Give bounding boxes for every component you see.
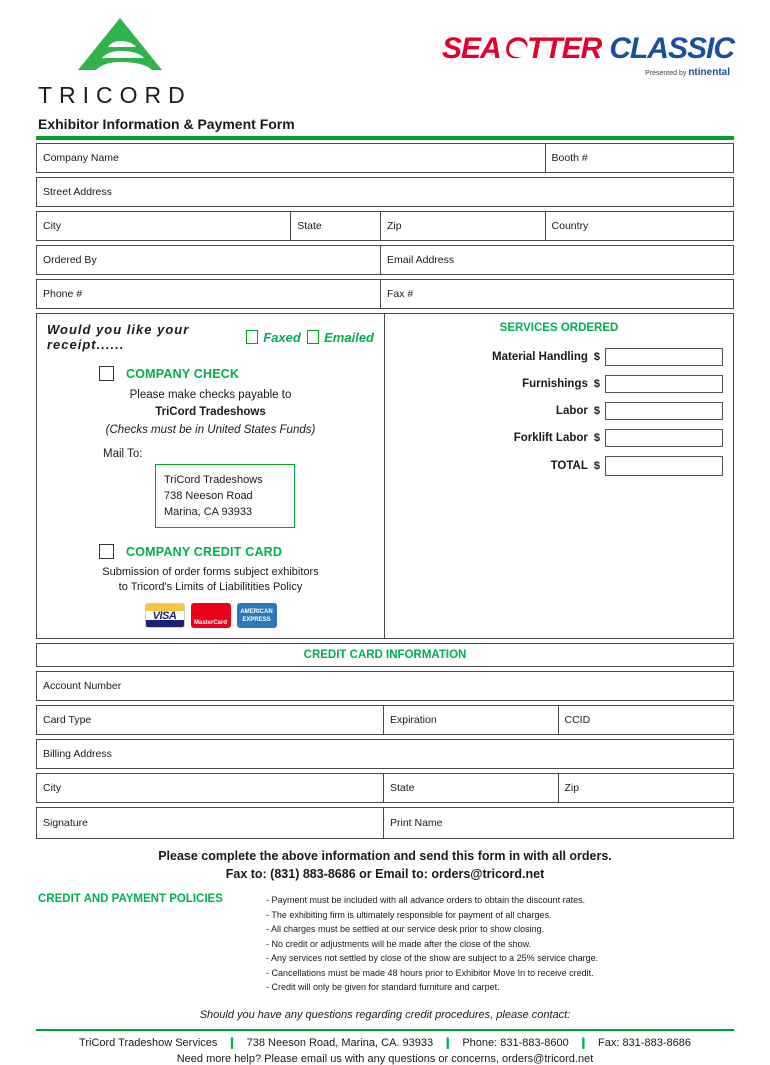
service-label-furnishings: Furnishings: [522, 378, 588, 390]
service-row-labor: [395, 402, 723, 420]
mail-to-address: [155, 464, 295, 528]
checkbox-faxed[interactable]: [246, 330, 258, 344]
sea-otter-classic-logo: [441, 32, 734, 78]
checkbox-company-credit-card[interactable]: [99, 544, 114, 559]
row-street: [36, 177, 734, 207]
logo-presented-by: [454, 67, 730, 78]
field-email-address[interactable]: Email Address: [387, 254, 455, 266]
row-account-number: [36, 671, 734, 701]
service-row-forklift-labor: [395, 429, 723, 447]
field-account-number[interactable]: Account Number: [43, 680, 122, 692]
checkbox-company-check[interactable]: [99, 366, 114, 381]
visa-icon: VISA: [145, 603, 185, 628]
logo-text-sea: SEA: [441, 32, 501, 65]
check-payable-to: Please make checks payable to: [129, 389, 292, 401]
policies-title: CREDIT AND PAYMENT POLICIES: [38, 893, 223, 905]
company-check-header: [99, 366, 374, 381]
accepted-cards: [47, 603, 374, 628]
policy-item: - Cancellations must be made 48 hours prior to Exhibitor Move In to receive credit.: [266, 967, 594, 978]
service-input-forklift-labor[interactable]: [605, 429, 723, 447]
logo-text-classic: CLASSIC: [609, 32, 734, 65]
currency-symbol: $: [593, 378, 600, 390]
address-line-3: Marina, CA 93933: [164, 506, 253, 518]
address-line-1: TriCord Tradeshows: [164, 474, 263, 486]
field-country[interactable]: Country: [551, 220, 589, 232]
footer-separator-icon: ❙: [443, 1037, 453, 1049]
field-ccid[interactable]: CCID: [564, 714, 591, 726]
service-row-material-handling: [395, 348, 723, 366]
field-billing-state[interactable]: State: [384, 774, 559, 802]
row-orderedby-email: [36, 245, 734, 275]
policy-item: - Credit will only be given for standard furniture and carpet.: [266, 982, 500, 992]
footer-contact-line: [36, 1036, 734, 1049]
checkbox-emailed[interactable]: [307, 330, 319, 344]
currency-symbol: $: [593, 405, 600, 417]
instruction-line-2: Fax to: (831) 883-8686 or Email to: orders@tricord.net: [225, 867, 545, 881]
field-booth[interactable]: Booth #: [551, 152, 588, 164]
footer-help-line: Need more help? Please email us with any questions or concerns, orders@tricord.net: [176, 1053, 594, 1065]
policy-item: - The exhibiting firm is ultimately responsible for payment of all charges.: [266, 909, 552, 920]
amex-label: AMERICAN EXPRESS: [240, 608, 273, 623]
company-credit-card-header: [99, 544, 374, 559]
field-billing-city[interactable]: City: [37, 774, 384, 802]
row-billing-city-state-zip: [36, 773, 734, 803]
service-label-material-handling: Material Handling: [492, 351, 588, 363]
field-ordered-by[interactable]: Ordered By: [37, 246, 381, 274]
currency-symbol: $: [593, 351, 600, 363]
field-expiration[interactable]: Expiration: [384, 706, 559, 734]
service-row-furnishings: [395, 375, 723, 393]
service-input-material-handling[interactable]: [605, 348, 723, 366]
service-label-total: TOTAL: [550, 460, 588, 472]
label-faxed: Faxed: [263, 329, 301, 345]
credit-card-fields: [36, 671, 734, 839]
footer-phone: Phone: 831-883-8600: [462, 1036, 569, 1049]
row-billing-address: [36, 739, 734, 769]
footer-fax: Fax: 831-883-8686: [598, 1036, 691, 1049]
footer-divider: [36, 1029, 734, 1032]
amex-icon: [237, 603, 277, 628]
policy-item: - Any services not settled by close of the show are subject to a 25% service charge.: [266, 953, 599, 963]
contact-fields: [36, 143, 734, 309]
field-zip[interactable]: Zip: [381, 212, 546, 240]
presented-by-text: Presented by: [645, 70, 687, 77]
label-emailed: Emailed: [324, 329, 374, 345]
service-row-total: [395, 456, 723, 476]
footer-address: 738 Neeson Road, Marina, CA. 93933: [246, 1036, 434, 1049]
footer-company: TriCord Tradeshow Services: [79, 1036, 218, 1049]
service-input-labor[interactable]: [605, 402, 723, 420]
field-city[interactable]: City: [37, 212, 291, 240]
currency-symbol: $: [593, 460, 600, 472]
row-cardtype-exp-ccid: [36, 705, 734, 735]
field-card-type[interactable]: Card Type: [37, 706, 384, 734]
credit-card-info-title: CREDIT CARD INFORMATION: [36, 643, 734, 667]
title-divider: [36, 136, 734, 140]
instruction-line-1: Please complete the above information and send this form in with all orders.: [158, 849, 612, 863]
footer-separator-icon: ❙: [578, 1037, 588, 1049]
mastercard-icon: [191, 603, 231, 628]
service-input-total[interactable]: [605, 456, 723, 476]
field-billing-zip[interactable]: Zip: [564, 782, 580, 794]
field-signature[interactable]: Signature: [37, 808, 384, 838]
row-company-booth: [36, 143, 734, 173]
currency-symbol: $: [593, 432, 600, 444]
credit-card-note-line1: Submission of order forms subject exhibitors: [102, 566, 319, 578]
logo-text-otter: OTTER: [504, 32, 602, 65]
sponsor-name: ntinental: [688, 67, 730, 78]
footer-separator-icon: ❙: [227, 1037, 237, 1049]
policies-list: [266, 893, 598, 995]
address-line-2: 738 Neeson Road: [164, 490, 253, 502]
field-print-name[interactable]: Print Name: [390, 817, 443, 829]
submission-instructions: [36, 849, 734, 881]
contact-note: Should you have any questions regarding credit procedures, please contact:: [199, 1008, 571, 1021]
receipt-question: Would you like your receipt......: [47, 322, 190, 352]
field-billing-address[interactable]: Billing Address: [43, 748, 112, 760]
payment-section: [36, 313, 734, 639]
services-ordered: [385, 314, 733, 638]
company-check-title: COMPANY CHECK: [126, 366, 240, 381]
tricord-logo: [36, 18, 236, 109]
check-funds-note: (Checks must be in United States Funds): [105, 424, 316, 436]
receipt-preference: [47, 322, 374, 352]
field-company-name[interactable]: Company Name: [37, 144, 546, 172]
policy-item: - All charges must be settled at our service desk prior to show closing.: [266, 924, 545, 934]
field-fax[interactable]: Fax #: [387, 288, 414, 300]
company-credit-card-title: COMPANY CREDIT CARD: [126, 544, 283, 559]
credit-card-note: [47, 565, 374, 595]
service-label-forklift-labor: Forklift Labor: [513, 432, 588, 444]
payment-methods: [37, 314, 385, 638]
row-city-state-zip-country: [36, 211, 734, 241]
field-street-address[interactable]: Street Address: [43, 186, 112, 198]
services-title: SERVICES ORDERED: [499, 322, 619, 334]
mail-to-label: Mail To:: [103, 448, 143, 460]
policy-item: - Payment must be included with all advance orders to obtain the discount rates.: [266, 895, 586, 905]
page-title: Exhibitor Information & Payment Form: [38, 116, 295, 132]
row-phone-fax: [36, 279, 734, 309]
tricord-wordmark: TRICORD: [38, 82, 192, 108]
page-header: [36, 14, 734, 114]
tricord-mark-icon: [58, 18, 178, 76]
mastercard-label: MasterCard: [193, 620, 227, 626]
policy-item: - No credit or adjustments will be made after the close of the show.: [266, 938, 532, 949]
check-payee: TriCord Tradeshows: [155, 406, 266, 418]
field-phone[interactable]: Phone #: [37, 280, 381, 308]
service-input-furnishings[interactable]: [605, 375, 723, 393]
row-signature-printname: [36, 807, 734, 839]
field-state[interactable]: State: [291, 212, 381, 240]
credit-card-note-line2: to Tricord's Limits of Liabilitities Policy: [118, 581, 303, 593]
service-label-labor: Labor: [555, 405, 588, 417]
credit-payment-policies: [36, 893, 734, 995]
